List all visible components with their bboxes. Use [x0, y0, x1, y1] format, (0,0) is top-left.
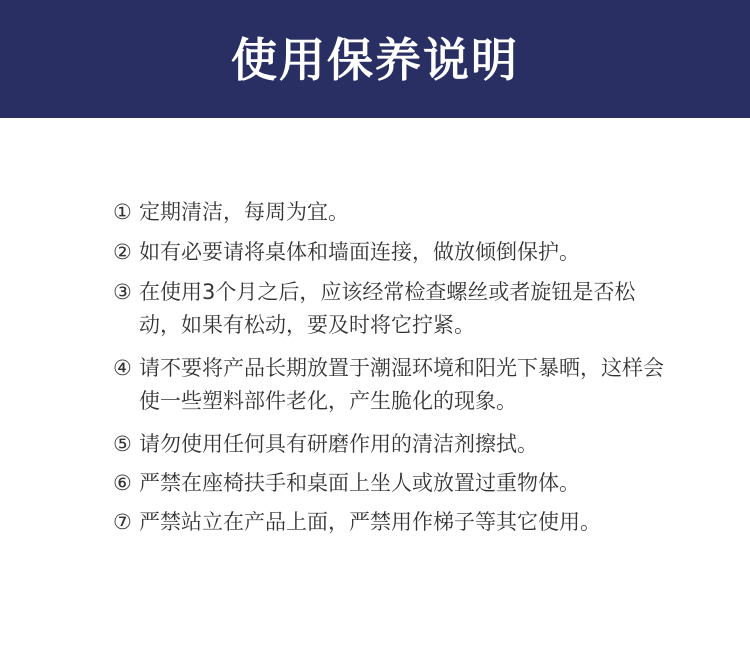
instruction-text-1: 定期清洁，每周为宜。: [139, 200, 349, 224]
instruction-number-2: ②: [113, 240, 132, 264]
instruction-number-4: ④: [113, 356, 132, 380]
instruction-item-1: [113, 196, 673, 229]
instruction-item-2: [113, 236, 673, 269]
instruction-number-6: ⑥: [113, 471, 132, 495]
instruction-item-3: [113, 276, 673, 342]
page-title: 使用保养说明: [231, 33, 519, 87]
instruction-item-6: [113, 467, 673, 500]
instruction-number-3: ③: [113, 280, 132, 304]
instruction-text-6: 严禁在座椅扶手和桌面上坐人或放置过重物体。: [139, 471, 580, 495]
header-banner: [0, 0, 750, 118]
instruction-text-7: 严禁站立在产品上面，严禁用作梯子等其它使用。: [139, 510, 601, 534]
instruction-text-2: 如有必要请将桌体和墙面连接，做放倾倒保护。: [139, 240, 580, 264]
instructions-list: [113, 196, 673, 539]
instruction-text-5: 请勿使用任何具有研磨作用的清洁剂擦拭。: [139, 432, 538, 456]
instruction-number-7: ⑦: [113, 510, 132, 534]
instruction-item-7: [113, 506, 673, 539]
instruction-number-1: ①: [113, 200, 132, 224]
instruction-text-4: 请不要将产品长期放置于潮湿环境和阳光下暴晒，这样会使一些塑料部件老化，产生脆化的现象。: [139, 356, 664, 413]
instruction-item-4: [113, 352, 673, 418]
instruction-item-5: [113, 428, 673, 461]
instruction-text-3: 在使用3个月之后，应该经常检查螺丝或者旋钮是否松动，如果有松动，要及时将它拧紧。: [139, 280, 636, 337]
instruction-number-5: ⑤: [113, 432, 132, 456]
